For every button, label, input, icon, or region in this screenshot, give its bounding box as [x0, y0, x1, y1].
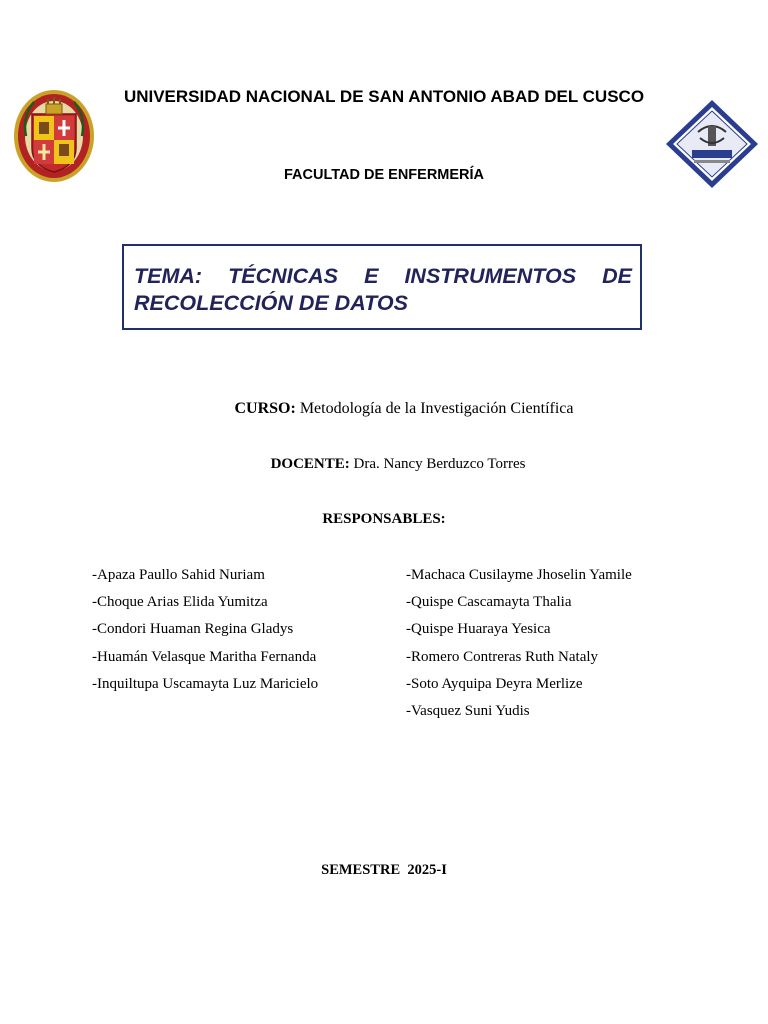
list-item: -Quispe Huaraya Yesica	[406, 621, 551, 638]
course-value: Metodología de la Investigación Científica	[295, 400, 574, 417]
topic-box	[122, 244, 642, 330]
university-title: UNIVERSIDAD NACIONAL DE SAN ANTONIO ABAD DEL CUSCO	[123, 87, 645, 106]
list-item: -Huamán Velasque Maritha Fernanda	[92, 648, 317, 665]
course-label: CURSO:	[234, 400, 296, 417]
teacher-value: Dra. Nancy Berduzco Torres	[349, 456, 526, 472]
list-item: -Quispe Cascamayta Thalia	[406, 594, 572, 611]
list-item: -Choque Arias Elida Yumitza	[92, 594, 268, 611]
responsables-heading: RESPONSABLES:	[322, 511, 446, 527]
list-item: -Machaca Cusilayme Jhoselin Yamile	[406, 567, 632, 583]
faculty-title: FACULTAD DE ENFERMERÍA	[283, 167, 485, 183]
teacher-line	[0, 456, 768, 473]
teacher-label: DOCENTE:	[270, 456, 350, 472]
list-item: -Condori Huaman Regina Gladys	[92, 621, 294, 638]
list-item: -Romero Contreras Ruth Nataly	[406, 648, 599, 665]
semester-label: SEMESTRE 2025-I	[321, 862, 447, 878]
responsables-list-right	[406, 562, 632, 725]
list-item: -Soto Ayquipa Deyra Merlize	[406, 675, 583, 692]
course-line	[0, 400, 768, 418]
topic-title: TEMA: TÉCNICAS E INSTRUMENTOS DE RECOLECCIÓN DE DATOS	[134, 264, 632, 315]
list-item: -Vasquez Suni Yudis	[406, 703, 530, 720]
list-item: -Inquiltupa Uscamayta Luz Maricielo	[92, 675, 319, 692]
responsables-list-left	[92, 562, 318, 698]
list-item: -Apaza Paullo Sahid Nuriam	[92, 567, 265, 583]
